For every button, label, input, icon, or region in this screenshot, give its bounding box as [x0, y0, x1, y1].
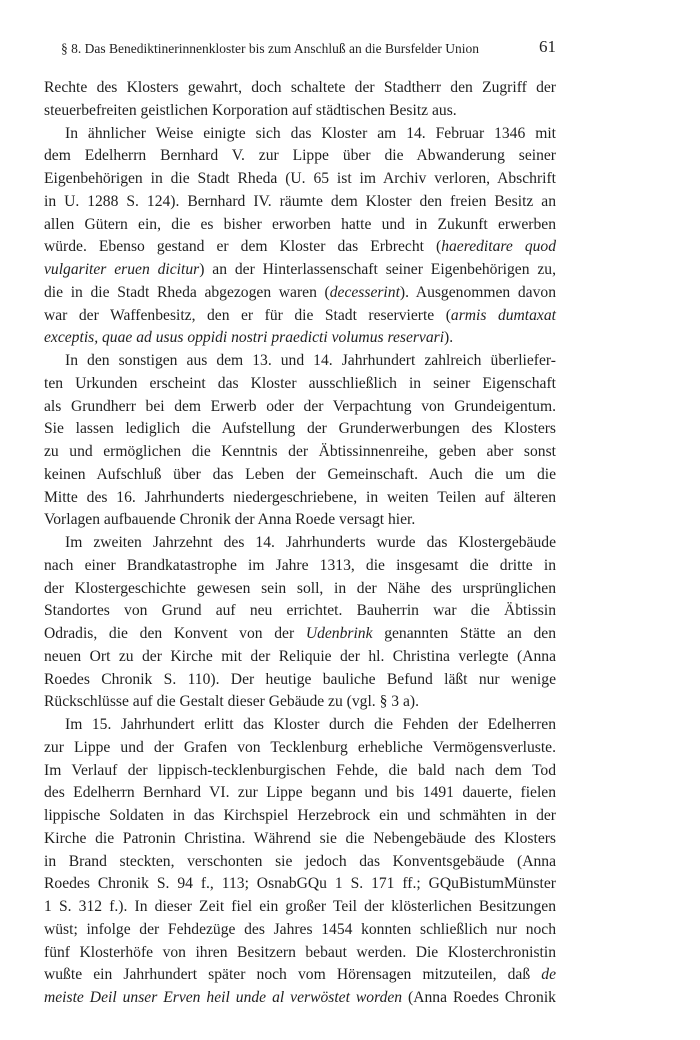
text-run: Vorlagen aufbauende Chronik der Anna Roede versagt hier. — [44, 511, 416, 529]
text-line — [44, 214, 556, 237]
text-line — [44, 441, 556, 464]
text-run: lippische Soldaten in das Kirchspiel Herzebrock ein und schmähten in der — [44, 807, 556, 824]
text-run: In den sonstigen aus dem 13. und 14. Jahrhundert zahlreich überliefer- — [65, 352, 556, 369]
text-run: nach einer Brandkatastrophe im Jahre 1313, die insgesamt die dritte in — [44, 556, 556, 574]
text-line — [44, 760, 556, 783]
text-line — [44, 77, 556, 100]
text-run: Standortes von Grund auf neu errichtet. Bauherrin war die Äbtissin — [44, 602, 556, 620]
latin-quote: vulgariter eruen dicitur — [44, 261, 200, 278]
text-line — [44, 578, 556, 601]
text-line — [44, 964, 556, 987]
text-run: Sie lassen lediglich die Aufstellung der Grunderwerbungen des Klosters — [44, 420, 556, 438]
text-run: 1 S. 312 f.). In dieser Zeit fiel ein großer Teil der klösterlichen Besitzungen — [44, 898, 556, 915]
text-run: Eigenbehörigen in die Stadt Rheda (U. 65 ist im Archiv verloren, Abschrift — [44, 170, 556, 187]
text-run: in U. 1288 S. 124). Bernhard IV. räumte dem Kloster den freien Besitz an — [44, 192, 556, 210]
text-line — [44, 282, 556, 305]
text-run: des Edelherrn Bernhard VI. zur Lippe begann und bis 1491 dauerte, fielen — [44, 784, 556, 802]
text-run: ) an der Hinterlassenschaft seiner Eigenbehörigen zu, — [199, 261, 557, 278]
text-run: ten Urkunden erscheint das Kloster ausschließlich in seiner Eigenschaft — [44, 374, 556, 392]
text-line — [44, 236, 556, 259]
text-line — [44, 851, 556, 874]
text-run: war der Waffenbesitz, den er für die Stadt reservierte ( — [44, 306, 451, 324]
text-line — [44, 555, 556, 578]
latin-quote: armis dumtaxat — [450, 306, 556, 324]
text-line — [44, 896, 556, 919]
text-run: fünf Klosterhöfe von ihren Besitzern bebaut werden. Die Klosterchronistin — [44, 943, 556, 961]
text-run: zu und ermöglichen die Kenntnis der Äbtissinnenreihe, geben aber sonst — [44, 443, 556, 460]
text-run: als Grundherr bei dem Erwerb oder der Verpachtung von Grundeigentum. — [44, 397, 556, 415]
body-text — [44, 77, 556, 1010]
text-line — [44, 350, 556, 373]
text-run: würde. Ebenso gestand er dem Kloster das Erbrecht ( — [44, 238, 442, 256]
text-line — [44, 191, 556, 214]
text-run: Roedes Chronik S. 94 f., 113; OsnabGQu 1 S. 171 ff.; GQuBistumMünster — [44, 875, 556, 893]
text-run: In ähnlicher Weise einigte sich das Kloster am 14. Februar 1346 mit — [65, 124, 556, 142]
text-line — [44, 828, 556, 851]
text-line — [44, 327, 556, 350]
text-run: ). — [444, 329, 454, 347]
latin-quote: Udenbrink — [305, 625, 373, 642]
text-run: allen Gütern ein, die es bisher erworben hatte und in Zukunft erwerben — [44, 215, 556, 233]
text-run: Im Verlauf der lippisch-tecklenburgischen Fehde, die bald nach dem Tod — [44, 761, 556, 779]
text-line — [44, 873, 556, 896]
text-run: dem Edelherrn Bernhard V. zur Lippe über die Abwanderung seiner — [44, 147, 556, 165]
text-line — [44, 691, 556, 714]
text-run: Mitte des 16. Jahrhunderts niedergeschriebene, in weiten Teilen auf älteren — [44, 488, 556, 506]
text-line — [44, 418, 556, 441]
text-line — [44, 646, 556, 669]
text-line — [44, 100, 556, 123]
text-line — [44, 305, 556, 328]
text-line — [44, 396, 556, 419]
text-line — [44, 714, 556, 737]
text-line — [44, 623, 556, 646]
text-run: der Klostergeschichte gewesen sein soll, in der Nähe des ursprünglichen — [44, 579, 556, 597]
text-run: Im zweiten Jahrzehnt des 14. Jahrhunderts wurde das Klostergebäude — [65, 534, 556, 551]
text-run: Kirche die Patronin Christina. Während sie die Nebengebäude des Klosters — [44, 829, 556, 847]
text-run: Roedes Chronik S. 110). Der heutige bauliche Befund läßt nur wenige — [44, 670, 556, 688]
text-line — [44, 942, 556, 965]
text-line — [44, 259, 556, 282]
text-run: (Anna Roedes Chronik — [402, 989, 556, 1006]
latin-quote: de — [541, 966, 556, 984]
latin-quote: meiste Deil unser Erven heil unde al verwöstet worden — [44, 989, 403, 1006]
text-line — [44, 737, 556, 760]
text-line — [44, 600, 556, 623]
text-line — [44, 509, 556, 532]
book-page — [44, 0, 556, 1040]
page-number: 61 — [539, 37, 556, 56]
text-line — [44, 168, 556, 191]
text-line — [44, 532, 556, 555]
text-run: zur Lippe und der Grafen von Tecklenburg erhebliche Vermögensverluste. — [44, 738, 556, 756]
text-line — [44, 123, 556, 146]
text-line — [44, 145, 556, 168]
text-run: wußte ein Jahrhundert später noch vom Hörensagen mitzuteilen, daß — [44, 966, 542, 984]
text-line — [44, 373, 556, 396]
text-run: Rechte des Klosters gewahrt, doch schaltete der Stadtherr den Zugriff der — [44, 79, 556, 96]
text-run: die in die Stadt Rheda abgezogen waren ( — [44, 283, 330, 301]
text-line — [44, 669, 556, 692]
text-line — [44, 782, 556, 805]
running-title: § 8. Das Benediktinerinnenkloster bis zum Anschluß an die Bursfelder Union — [61, 41, 480, 56]
text-run: neuen Ort zu der Kirche mit der Reliquie der hl. Christina verlegte (Anna — [44, 647, 556, 665]
text-run: wüst; infolge der Fehdezüge des Jahres 1454 konnten schließlich nur noch — [44, 920, 556, 938]
text-run: keinen Aufschluß über das Leben der Gemeinschaft. Auch die um die — [44, 465, 556, 483]
text-run: in Brand steckten, verschonten sie jedoch das Konventsgebäude (Anna — [44, 852, 556, 870]
latin-quote: exceptis, quae ad usus oppidi nostri praedicti volumus reservari — [44, 329, 445, 347]
text-run: Im 15. Jahrhundert erlitt das Kloster durch die Fehden der Edelherren — [65, 716, 556, 733]
latin-quote: decesserint — [329, 283, 400, 301]
text-line — [44, 987, 556, 1010]
latin-quote: haereditare quod — [441, 238, 557, 256]
text-line — [44, 919, 556, 942]
text-run: Rückschlüsse auf die Gestalt dieser Gebäude zu (vgl. § 3 a). — [44, 693, 419, 711]
text-run: Odradis, die den Konvent von der — [44, 625, 306, 642]
text-line — [44, 487, 556, 510]
text-line — [44, 464, 556, 487]
text-run: genannten Stätte an den — [372, 625, 557, 642]
text-line — [44, 805, 556, 828]
text-run: steuerbefreiten geistlichen Korporation auf städtischen Besitz aus. — [44, 101, 457, 119]
text-run: ). Ausgenommen davon — [399, 283, 556, 301]
